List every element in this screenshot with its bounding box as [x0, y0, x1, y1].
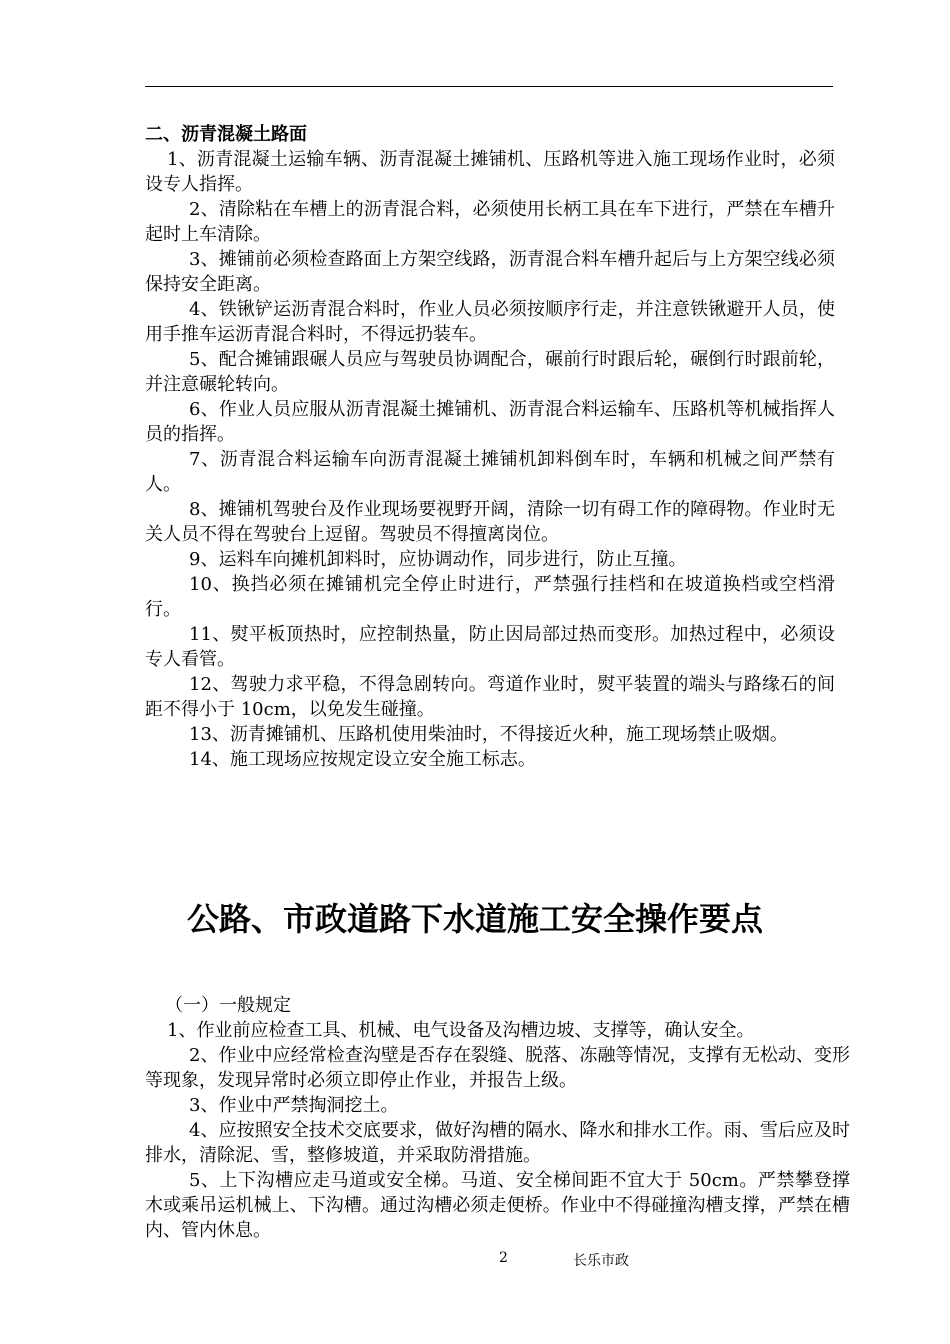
rule-item: 14、施工现场应按规定设立安全施工标志。	[189, 749, 536, 770]
section-asphalt-pavement	[145, 122, 835, 772]
subsection-heading: （一）一般规定	[165, 995, 291, 1016]
section-general-rules	[145, 993, 850, 1243]
section-heading: 二、沥青混凝土路面	[145, 124, 307, 145]
rule-item: 2、清除粘在车槽上的沥青混合料，必须使用长柄工具在车下进行，严禁在车槽升起时上车清除。	[145, 199, 835, 245]
header-rule	[145, 86, 833, 87]
page-footer	[0, 1250, 950, 1270]
rule-item: 13、沥青摊铺机、压路机使用柴油时，不得接近火种，施工现场禁止吸烟。	[189, 724, 788, 745]
rule-item: 5、上下沟槽应走马道或安全梯。马道、安全梯间距不宜大于 50cm。严禁攀登撑木或乘吊运机械上、下沟槽。通过沟槽必须走便桥。作业中不得碰撞沟槽支撑，严禁在槽内、管内休息。	[145, 1170, 850, 1241]
document-title: 公路、市政道路下水道施工安全操作要点	[186, 900, 763, 938]
rule-item: 11、熨平板顶热时，应控制热量，防止因局部过热而变形。加热过程中，必须设专人看管。	[145, 624, 835, 670]
rule-item: 5、配合摊铺跟碾人员应与驾驶员协调配合，碾前行时跟后轮，碾倒行时跟前轮，并注意碾轮转向。	[145, 349, 835, 395]
footer-organization: 长乐市政	[573, 1253, 629, 1269]
rule-item: 1、作业前应检查工具、机械、电气设备及沟槽边坡、支撑等，确认安全。	[167, 1020, 755, 1041]
rule-item: 10、换挡必须在摊铺机完全停止时进行，严禁强行挂档和在坡道换档或空档滑行。	[145, 574, 835, 620]
rule-item: 9、运料车向摊机卸料时，应协调动作，同步进行，防止互撞。	[189, 549, 687, 570]
rule-item: 12、驾驶力求平稳，不得急剧转向。弯道作业时，熨平装置的端头与路缘石的间距不得小于 10cm，以免发生碰撞。	[145, 674, 835, 720]
rule-item: 4、应按照安全技术交底要求，做好沟槽的隔水、降水和排水工作。雨、雪后应及时排水，清除泥、雪，整修坡道，并采取防滑措施。	[145, 1120, 850, 1166]
rule-item: 3、作业中严禁掏洞挖土。	[189, 1095, 399, 1116]
page-number: 2	[499, 1250, 508, 1266]
rule-item: 3、摊铺前必须检查路面上方架空线路，沥青混合料车槽升起后与上方架空线必须保持安全距离。	[145, 249, 835, 295]
rule-item: 6、作业人员应服从沥青混凝土摊铺机、沥青混合料运输车、压路机等机械指挥人员的指挥。	[145, 399, 835, 445]
rule-item: 2、作业中应经常检查沟壁是否存在裂缝、脱落、冻融等情况，支撑有无松动、变形等现象，发现异常时必须立即停止作业，并报告上级。	[145, 1045, 850, 1091]
rule-item: 7、沥青混合料运输车向沥青混凝土摊铺机卸料倒车时，车辆和机械之间严禁有人。	[145, 449, 835, 495]
rule-item: 4、铁锹铲运沥青混合料时，作业人员必须按顺序行走，并注意铁锹避开人员，使用手推车运沥青混合料时，不得远扔装车。	[145, 299, 835, 345]
rule-item: 8、摊铺机驾驶台及作业现场要视野开阔，清除一切有碍工作的障碍物。作业时无关人员不得在驾驶台上逗留。驾驶员不得擅离岗位。	[145, 499, 835, 545]
rule-item: 1、沥青混凝土运输车辆、沥青混凝土摊铺机、压路机等进入施工现场作业时，必须设专人指挥。	[145, 149, 835, 195]
